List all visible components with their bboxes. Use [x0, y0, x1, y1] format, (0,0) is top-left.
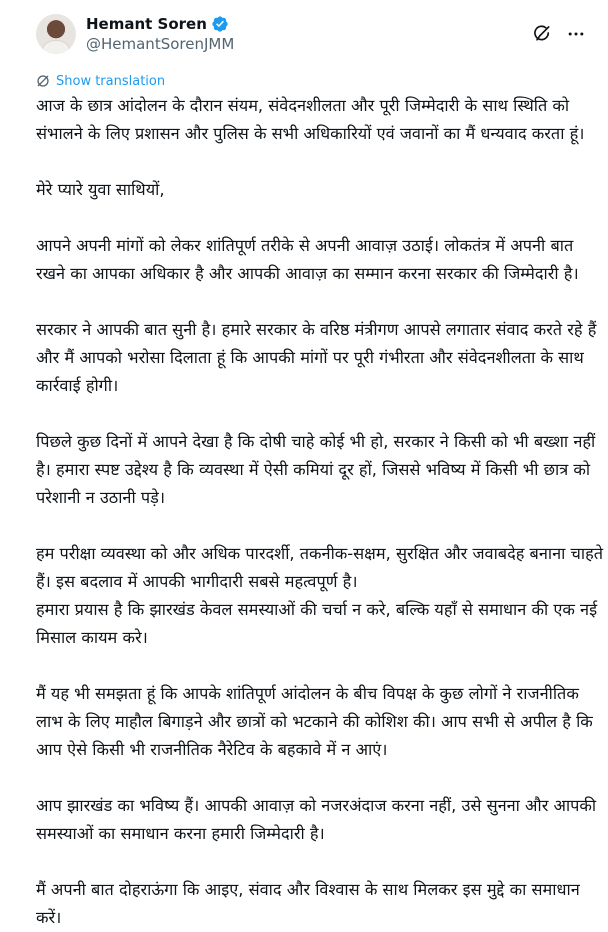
- more-icon[interactable]: [566, 24, 586, 44]
- show-translation-link[interactable]: [36, 72, 592, 90]
- grok-icon[interactable]: [532, 24, 552, 44]
- display-name-row: [86, 14, 234, 34]
- tweet-paragraph: आज के छात्र आंदोलन के दौरान संयम, संवेदनशीलता और पूरी जिम्मेदारी के साथ स्थिति को संभालने के लिए प्रशासन और पुलिस के सभी अधिकारियों एवं जवानों का मैं धन्यवाद करता हूं।: [36, 96, 585, 143]
- header-actions: [532, 24, 592, 44]
- display-name[interactable]: Hemant Soren: [86, 15, 207, 33]
- verified-badge-icon[interactable]: [211, 15, 229, 33]
- tweet-paragraph: आपने अपनी मांगों को लेकर शांतिपूर्ण तरीके से अपनी आवाज़ उठाई। लोकतंत्र में अपनी बात रखने का आपका अधिकार है और आपकी आवाज़ का सम्मान करना सरकार की जिम्मेदारी है।: [36, 236, 579, 283]
- tweet-paragraph: मैं अपनी बात दोहराऊंगा कि आइए, संवाद और विश्वास के साथ मिलकर इस मुद्दे का समाधान करें।: [36, 880, 585, 927]
- tweet-paragraph: पिछले कुछ दिनों में आपने देखा है कि दोषी चाहे कोई भी हो, सरकार ने किसी को भी बख्शा नहीं है। हमारा स्पष्ट उद्देश्य है कि व्यवस्था में ऐसी कमियां दूर हों, जिससे भविष्य में किसी भी छात्र को परेशानी न उठानी पड़े।: [36, 432, 601, 507]
- author-names: [86, 14, 234, 54]
- avatar[interactable]: [36, 14, 76, 54]
- tweet-header: [16, 12, 592, 56]
- handle[interactable]: @HemantSorenJMM: [86, 35, 235, 53]
- show-translation-label[interactable]: Show translation: [56, 73, 166, 89]
- translate-icon: [36, 74, 50, 88]
- tweet-paragraph: हम परीक्षा व्यवस्था को और अधिक पारदर्शी, तकनीक-सक्षम, सुरक्षित और जवाबदेह बनाना चाहते हैं। इस बदलाव में आपकी भागीदारी सबसे महत्वपूर्ण है। हमारा प्रयास है कि झारखंड केवल समस्याओं की चर्चा न करे, बल्कि यहाँ से समाधान की एक नई मिसाल कायम करे।: [36, 544, 604, 647]
- tweet-paragraph: आप झारखंड का भविष्य हैं। आपकी आवाज़ को नजरअंदाज करना नहीं, उसे सुनना और आपकी समस्याओं का समाधान करना हमारी जिम्मेदारी है।: [36, 796, 602, 843]
- tweet-text: [36, 92, 604, 932]
- tweet-paragraph: मैं यह भी समझता हूं कि आपके शांतिपूर्ण आंदोलन के बीच विपक्ष के कुछ लोगों ने राजनीतिक लाभ के लिए माहौल बिगाड़ने और छात्रों को भटकाने की कोशिश की। आप सभी से अपील है कि आप ऐसे किसी भी राजनीतिक नैरेटिव के बहकावे में न आएं।: [36, 684, 598, 759]
- tweet-paragraph: मेरे प्यारे युवा साथियों,: [36, 180, 165, 199]
- tweet-paragraph: सरकार ने आपकी बात सुनी है। हमारे सरकार के वरिष्ठ मंत्रीगण आपसे लगातार संवाद करते रहे हैं और मैं आपको भरोसा दिलाता हूं कि आपकी मांगों पर पूरी गंभीरता और संवेदनशीलता के साथ कार्रवाई होगी।: [36, 320, 602, 395]
